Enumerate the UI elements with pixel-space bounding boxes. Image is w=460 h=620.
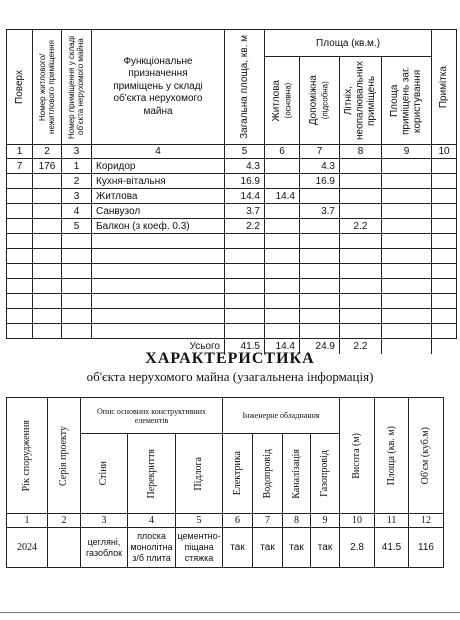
table-row (7, 189, 457, 204)
summary-table (6, 397, 444, 568)
cell-purpose: Кухня-вітальня (92, 174, 225, 189)
cell-living (265, 159, 300, 174)
header-floors: Перекриття (128, 434, 176, 514)
cell-purpose: Житлова (92, 189, 225, 204)
characteristics-subtitle: об'єкта нерухомого майна (узагальнена інформація) (86, 369, 374, 384)
cell-summer (340, 204, 382, 219)
characteristics-title: ХАРАКТЕРИСТИКА (145, 350, 315, 367)
header-area: Площа (кв. м) (375, 398, 409, 514)
cell-total: 3.7 (225, 204, 265, 219)
cell-total: 14.4 (225, 189, 265, 204)
header-summer: Літніх, неопалювальних приміщень (340, 57, 382, 145)
cell-auxiliary (300, 219, 340, 234)
header-volume: Об'єм (куб.м) (409, 398, 444, 514)
cell-purpose: Балкон (з коеф. 0.3) (92, 219, 225, 234)
column-number: 1 (7, 145, 33, 159)
header-gas: Газопровід (311, 434, 340, 514)
column-number: 11 (375, 514, 409, 528)
cell-series (48, 528, 81, 568)
header-engineering-group: Інженерне обладнання (223, 398, 340, 434)
header-total-area: Загальна площа, кв. м (225, 30, 265, 145)
cell-floor (7, 219, 33, 234)
cell-flooring: цементно-піщана стяжка (176, 528, 223, 568)
empty-row (7, 249, 457, 264)
table-row (7, 159, 457, 174)
cell-volume: 116 (409, 528, 444, 568)
cell-note (432, 219, 457, 234)
column-number: 4 (128, 514, 176, 528)
cell-walls: цегляні, газоблок (81, 528, 128, 568)
cell-note (432, 159, 457, 174)
table-row (7, 204, 457, 219)
cell-purpose: Коридор (92, 159, 225, 174)
cell-shared (382, 174, 432, 189)
header-auxiliary: Допоміжна (підсобна) (300, 57, 340, 145)
column-numbers-row (7, 145, 457, 159)
column-number: 12 (409, 514, 444, 528)
cell-shared (382, 219, 432, 234)
total-living-value: 14.4 (265, 339, 300, 354)
header-walls: Стіни (81, 434, 128, 514)
header-note: Примітка (432, 30, 457, 145)
empty-row (7, 264, 457, 279)
cell-summer (340, 159, 382, 174)
table-row (7, 528, 444, 568)
cell-auxiliary: 4.3 (300, 159, 340, 174)
cell-apartment: 176 (33, 159, 62, 174)
column-number: 6 (265, 145, 300, 159)
total-label: Усього (92, 339, 225, 354)
empty-row (7, 279, 457, 294)
cell-electricity: так (223, 528, 253, 568)
total-area-value: 41.5 (225, 339, 265, 354)
column-number: 4 (92, 145, 225, 159)
cell-auxiliary: 16.9 (300, 174, 340, 189)
cell-shared (382, 189, 432, 204)
header-sewage: Каналізація (283, 434, 311, 514)
header-electricity: Електрика (223, 434, 253, 514)
empty-row (7, 234, 457, 249)
column-number: 2 (33, 145, 62, 159)
cell-total: 2.2 (225, 219, 265, 234)
empty-row (7, 324, 457, 339)
column-number: 10 (432, 145, 457, 159)
column-number: 8 (283, 514, 311, 528)
empty-row (7, 294, 457, 309)
header-floor: Поверх (7, 30, 33, 145)
cell-floor: 7 (7, 159, 33, 174)
cell-apartment (33, 174, 62, 189)
cell-living (265, 219, 300, 234)
cell-year: 2024 (7, 528, 48, 568)
header-height: Висота (м) (340, 398, 375, 514)
header-purpose: Функціональне призначення приміщень у складі об'єкта нерухомого майна (92, 30, 225, 145)
cell-summer: 2.2 (340, 219, 382, 234)
header-room-number: Номер приміщення у складі об'єкта нерухомого майна (62, 30, 92, 145)
column-number: 5 (176, 514, 223, 528)
cell-apartment (33, 219, 62, 234)
cell-room-number: 3 (62, 189, 92, 204)
cell-total: 4.3 (225, 159, 265, 174)
total-auxiliary-value: 24.9 (300, 339, 340, 354)
column-number: 3 (62, 145, 92, 159)
cell-water: так (253, 528, 283, 568)
header-shared: Площа приміщень заг. користування (382, 57, 432, 145)
total-summer-value: 2.2 (340, 339, 382, 354)
column-number: 6 (223, 514, 253, 528)
column-number: 9 (382, 145, 432, 159)
cell-room-number: 5 (62, 219, 92, 234)
cell-room-number: 4 (62, 204, 92, 219)
cell-floors: плоска монолітна з/б плита (128, 528, 176, 568)
cell-floor (7, 174, 33, 189)
column-number: 2 (48, 514, 81, 528)
cell-sewage: так (283, 528, 311, 568)
cell-summer (340, 174, 382, 189)
column-number: 5 (225, 145, 265, 159)
column-number: 9 (311, 514, 340, 528)
cell-note (432, 204, 457, 219)
cell-living: 14.4 (265, 189, 300, 204)
header-living: Житлова (основна) (265, 57, 300, 145)
cell-apartment (33, 189, 62, 204)
column-number: 7 (300, 145, 340, 159)
cell-shared (382, 159, 432, 174)
cell-note (432, 189, 457, 204)
cell-room-number: 2 (62, 174, 92, 189)
header-constructions-group: Опис основних конструктивних елементів (81, 398, 223, 434)
cell-living (265, 204, 300, 219)
header-area-group: Площа (кв.м.) (265, 30, 432, 57)
cell-room-number: 1 (62, 159, 92, 174)
cell-total: 16.9 (225, 174, 265, 189)
cell-shared (382, 204, 432, 219)
empty-row (7, 309, 457, 324)
cell-note (432, 174, 457, 189)
table-row (7, 219, 457, 234)
header-water: Водопровід (253, 434, 283, 514)
cell-floor (7, 204, 33, 219)
column-number: 3 (81, 514, 128, 528)
page-bottom-divider (0, 612, 460, 613)
header-flooring: Підлога (176, 434, 223, 514)
cell-summer (340, 189, 382, 204)
table-row (7, 174, 457, 189)
header-year: Рік спорудження (7, 398, 48, 514)
cell-floor (7, 189, 33, 204)
column-number: 10 (340, 514, 375, 528)
cell-apartment (33, 204, 62, 219)
cell-auxiliary (300, 189, 340, 204)
column-number: 1 (7, 514, 48, 528)
cell-living (265, 174, 300, 189)
cell-area: 41.5 (375, 528, 409, 568)
column-numbers-row (7, 514, 444, 528)
cell-auxiliary: 3.7 (300, 204, 340, 219)
column-number: 7 (253, 514, 283, 528)
cell-purpose: Санвузол (92, 204, 225, 219)
rooms-table (6, 29, 457, 354)
cell-height: 2.8 (340, 528, 375, 568)
column-number: 8 (340, 145, 382, 159)
cell-gas: так (311, 528, 340, 568)
header-series: Серія проекту (48, 398, 81, 514)
header-apartment-number: Номер житлового/ нежитлового приміщення (33, 30, 62, 145)
